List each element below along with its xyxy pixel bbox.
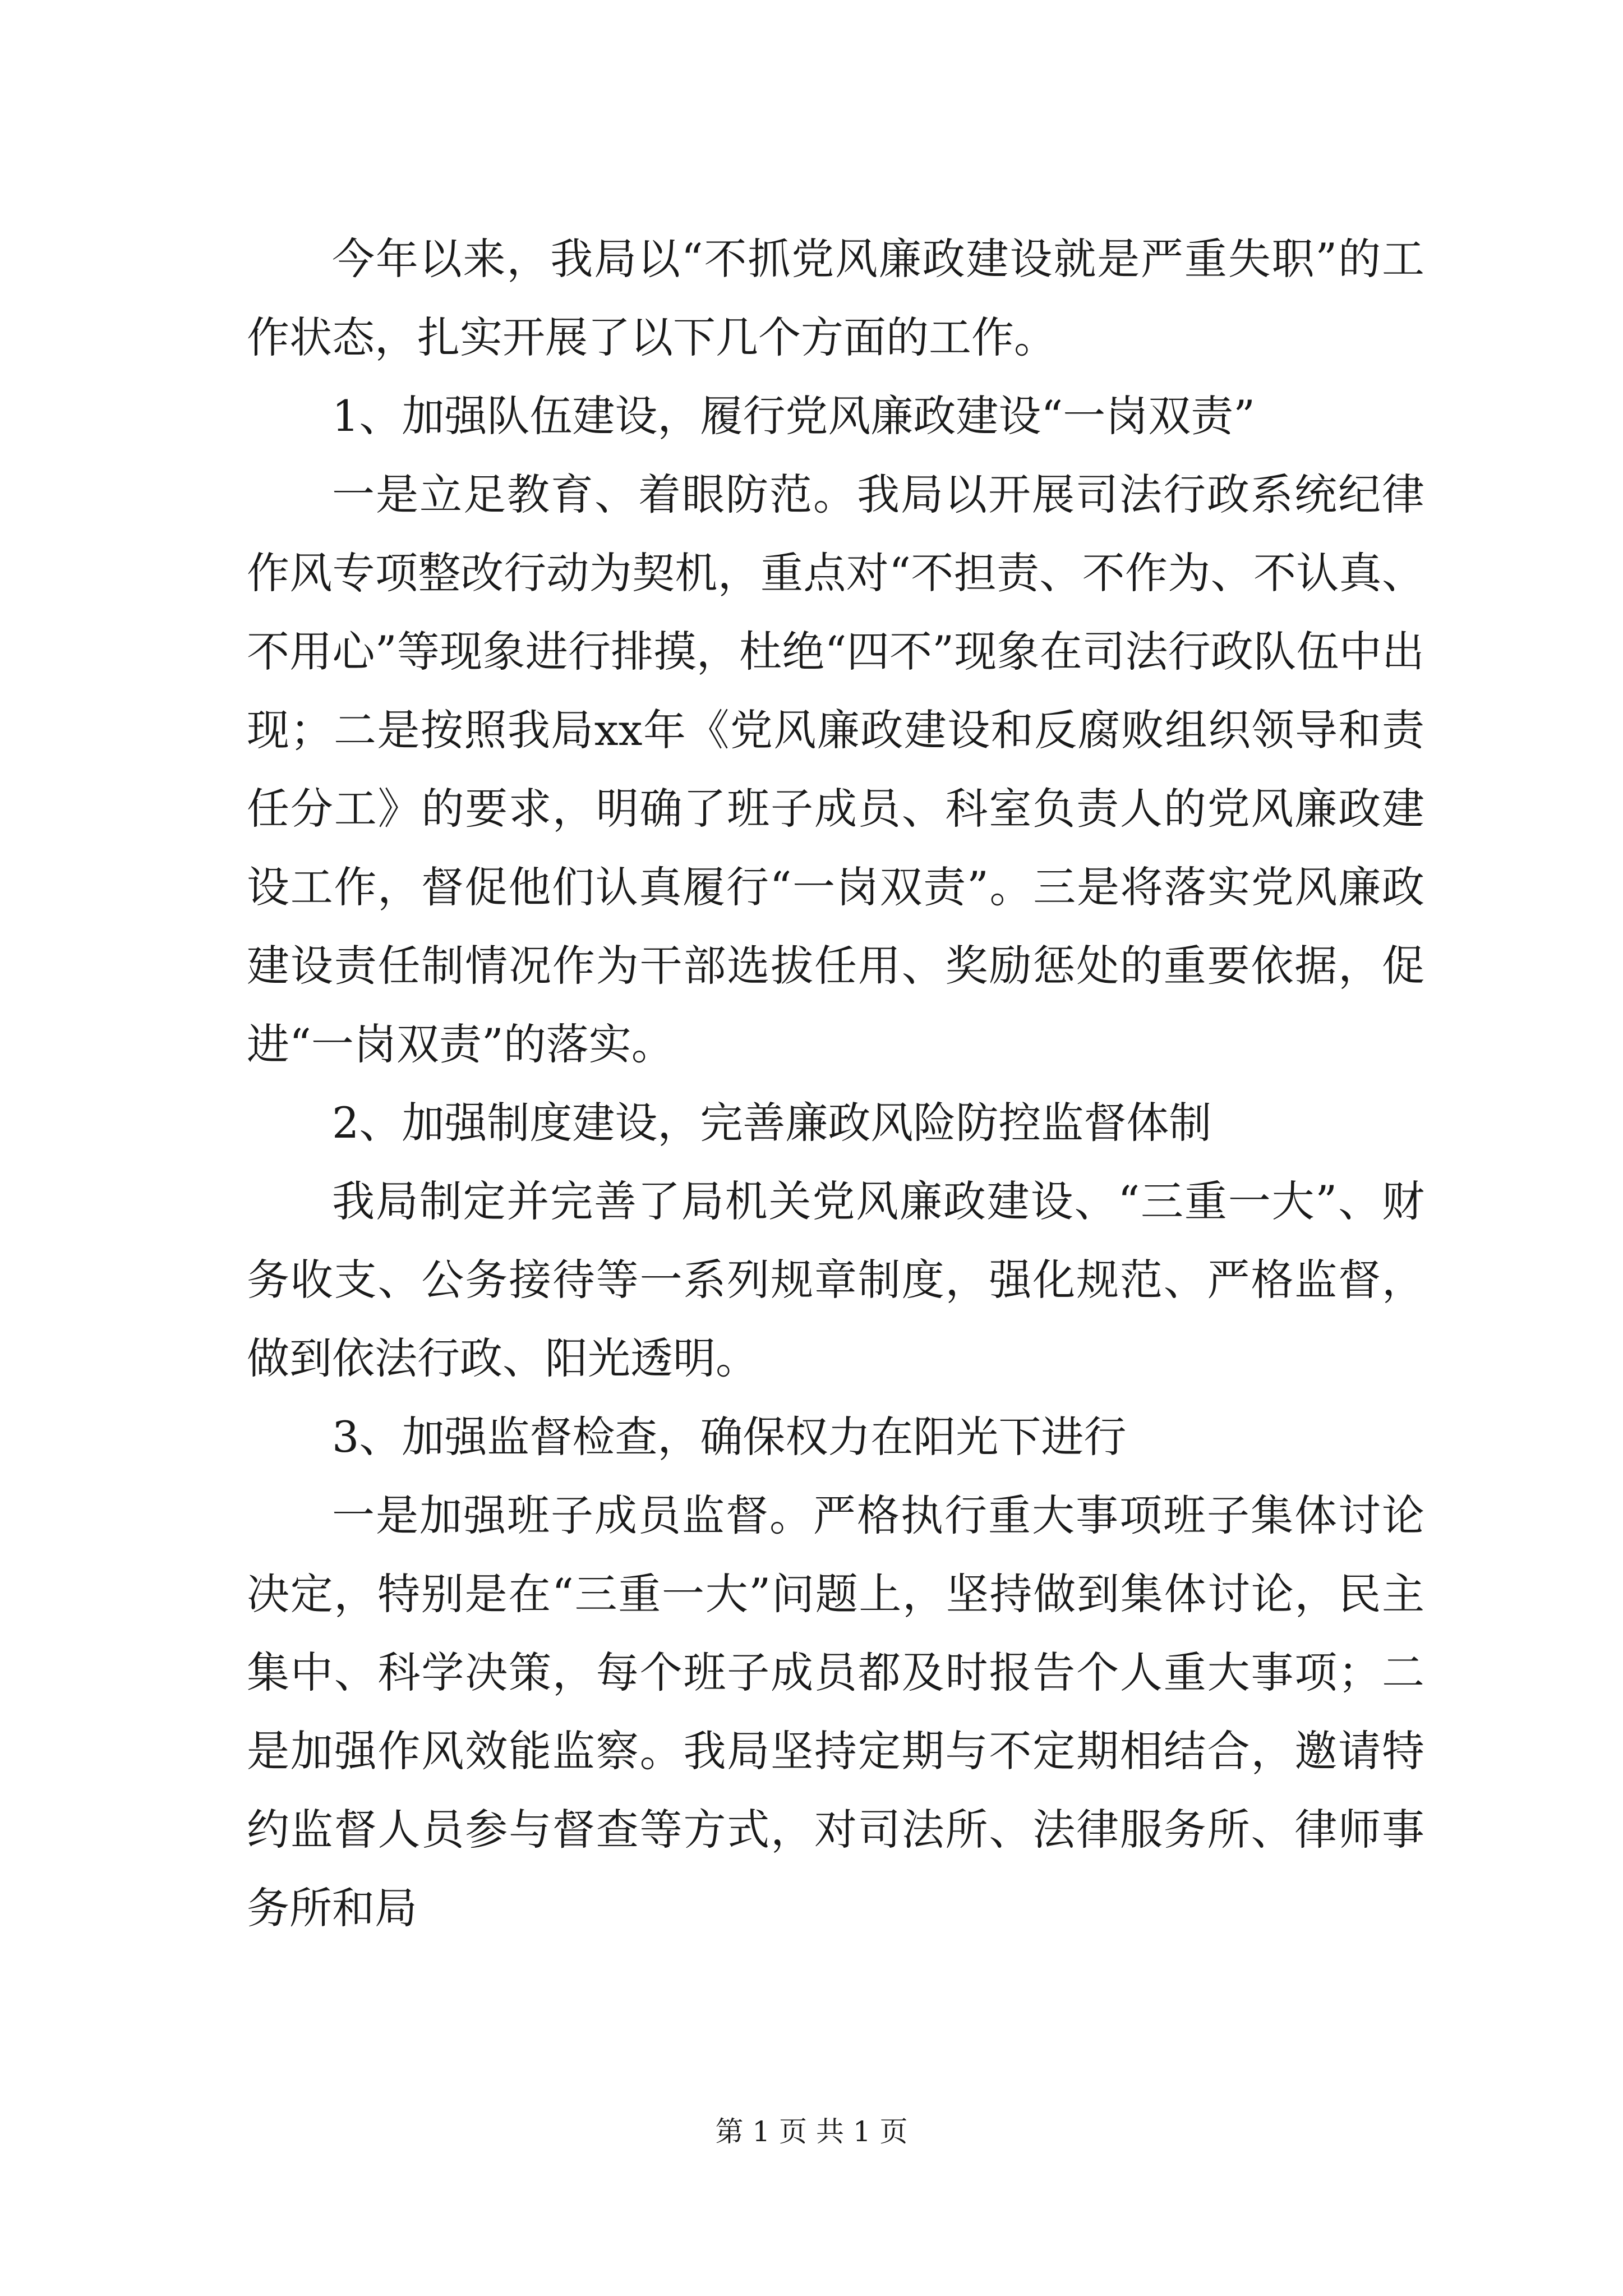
paragraph-section-1: 一是立足教育、着眼防范。我局以开展司法行政系统纪律作风专项整改行动为契机，重点对“不担责、不作为、不认真、不用心”等现象进行排摸，杜绝“四不”现象在司法行政队伍中出现；二是按照我局xx年《党风廉政建设和反腐败组织领导和责任分工》的要求，明确了班子成员、科室负责人的党风廉政建设工作，督促他们认真履行“一岗双责”。三是将落实党风廉政建设责任制情况作为干部选拔任用、奖励惩处的重要依据，促进“一岗双责”的落实。 (247, 470, 1424, 1069)
paragraph-intro: 今年以来，我局以“不抓党风廉政建设就是严重失职”的工作状态，扎实开展了以下几个方面的工作。 (247, 234, 1424, 362)
section-heading-1: 1、加强队伍建设，履行党风廉政建设“一岗双责” (332, 391, 1256, 441)
paragraph-section-3: 一是加强班子成员监督。严格执行重大事项班子集体讨论决定，特别是在“三重一大”问题上，坚持做到集体讨论，民主集中、科学决策，每个班子成员都及时报告个人重大事项；二是加强作风效能监察。我局坚持定期与不定期相结合，邀请特约监督人员参与督查等方式，对司法所、法律服务所、律师事务所和局 (247, 1490, 1424, 1933)
section-heading-2: 2、加强制度建设，完善廉政风险防控监督体制 (332, 1098, 1212, 1148)
page-footer: 第 1 页 共 1 页 (715, 2115, 908, 2148)
paragraph-section-2: 我局制定并完善了局机关党风廉政建设、“三重一大”、财务收支、公务接待等一系列规章制度，强化规范、严格监督，做到依法行政、阳光透明。 (247, 1176, 1424, 1383)
document-body (247, 220, 1424, 1948)
section-heading-3: 3、加强监督检查，确保权力在阳光下进行 (332, 1412, 1127, 1462)
